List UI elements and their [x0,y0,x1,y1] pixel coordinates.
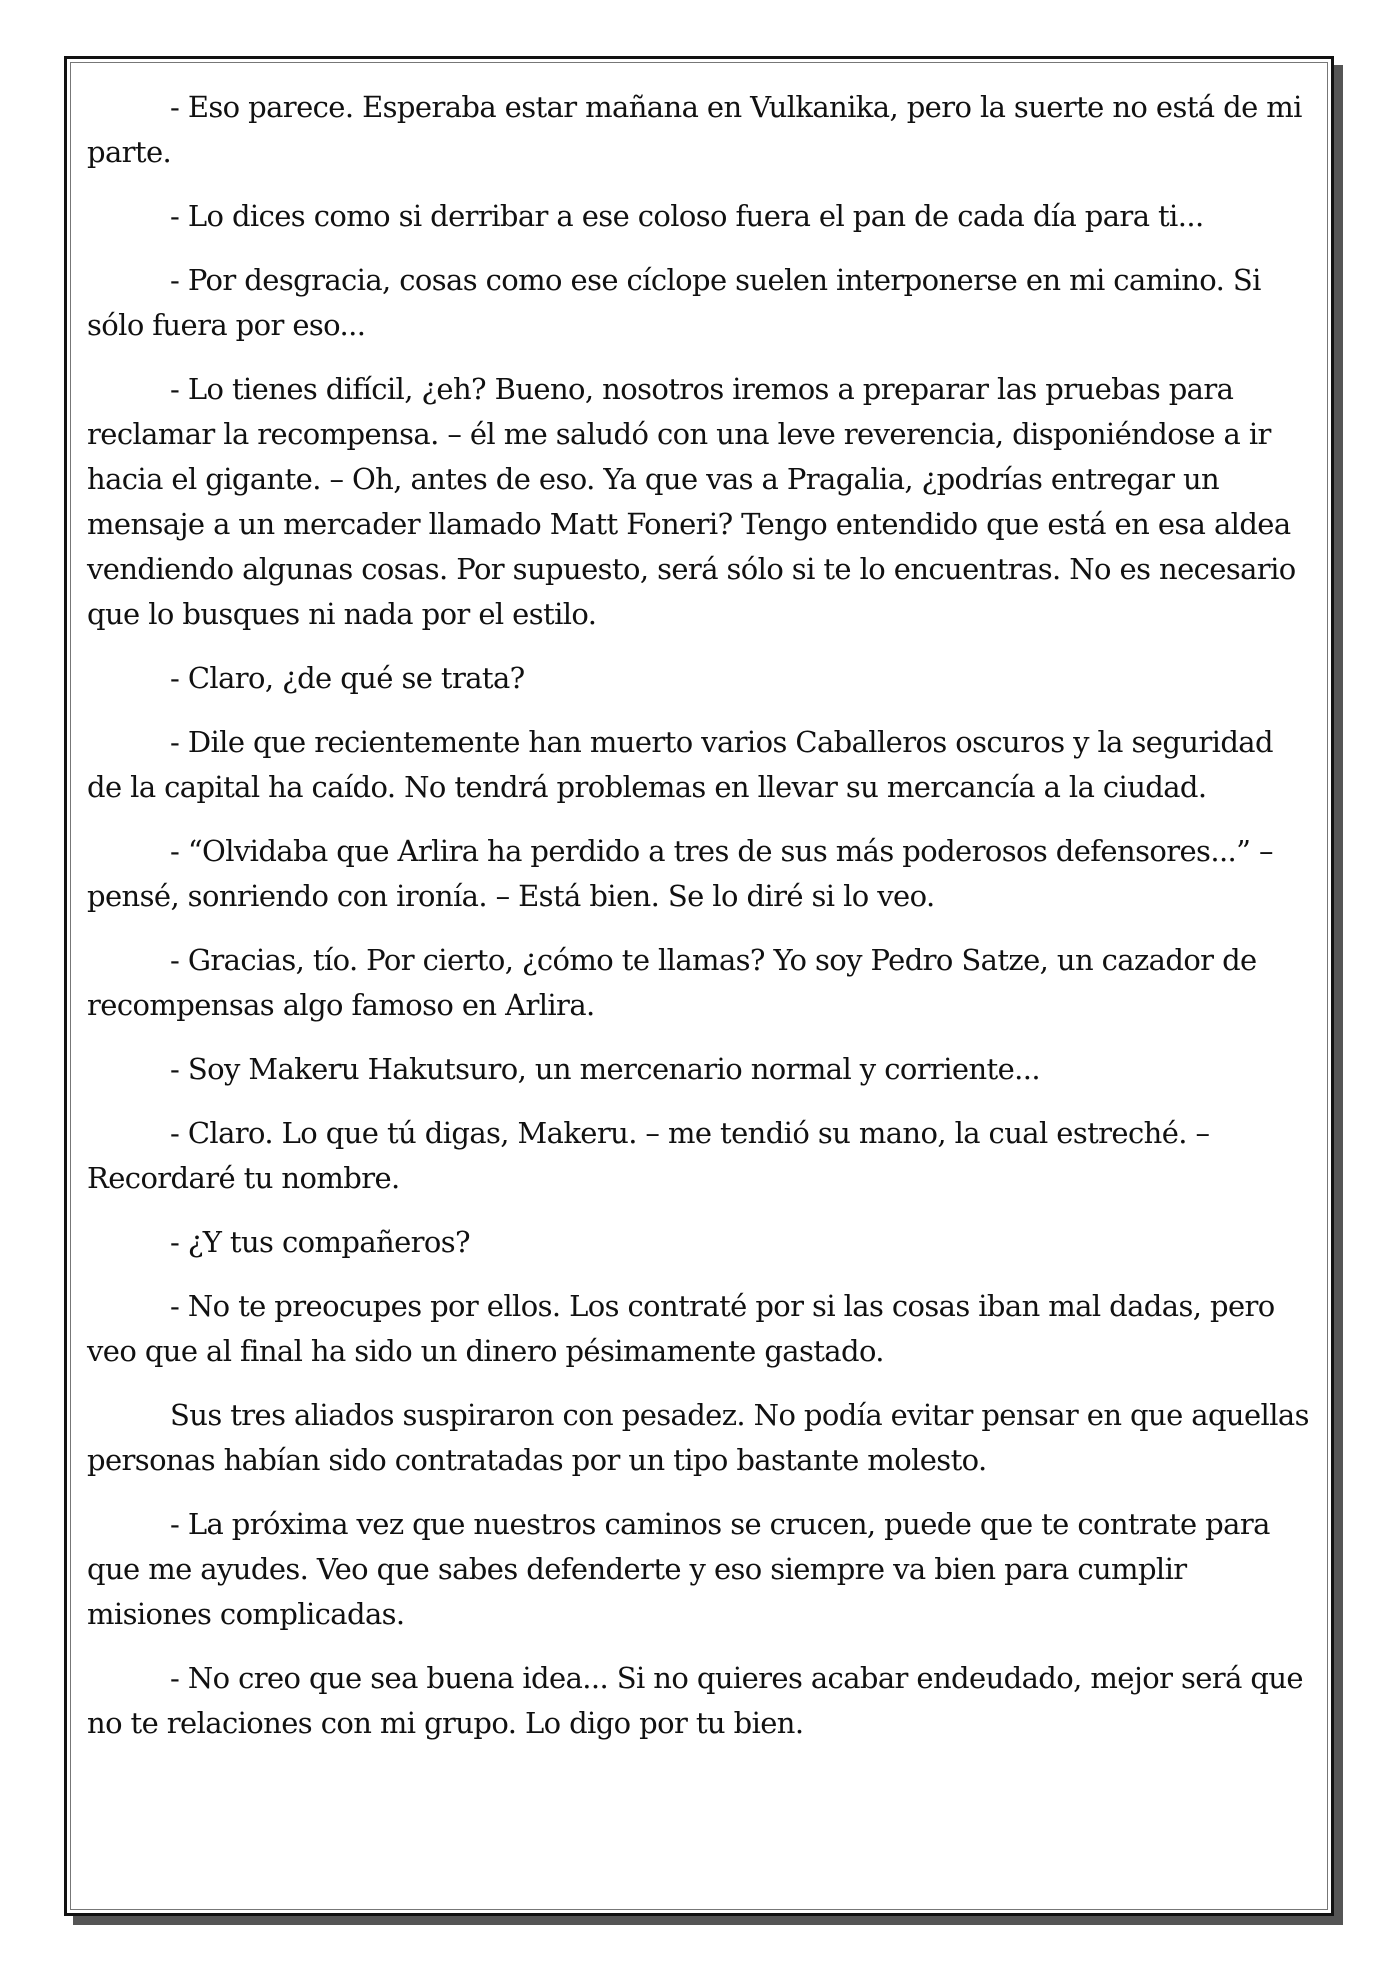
paragraph: - No te preocupes por ellos. Los contraté por si las cosas iban mal dadas, pero veo que al final ha sido un dinero pésimamente gastado. [87,1289,1275,1368]
paragraph: - Soy Makeru Hakutsuro, un mercenario normal y corriente... [170,1052,1041,1086]
page-frame [64,56,1334,1916]
paragraph: - Lo tienes difícil, ¿eh? Bueno, nosotros iremos a preparar las pruebas para reclamar la recompensa. – él me saludó con una leve reverencia, disponiéndose a ir hacia el gigante. – Oh, antes de eso. Ya que vas a Pragalia, ¿podrías entregar un mensaje a un mercader llamado Matt Foneri? Tengo entendido que está en esa aldea vendiendo algunas cosas. Por supuesto, será sólo si te lo encuentras. No es necesario que lo busques ni nada por el estilo. [87,372,1296,631]
paragraph: - La próxima vez que nuestros caminos se crucen, puede que te contrate para que me ayudes. Veo que sabes defenderte y eso siempre va bien para cumplir misiones complicadas. [87,1507,1270,1631]
paragraph: - Lo dices como si derribar a ese coloso fuera el pan de cada día para ti... [170,199,1204,233]
paragraph: - Claro. Lo que tú digas, Makeru. – me tendió su mano, la cual estreché. – Recordaré tu nombre. [87,1116,1210,1195]
paragraph: - ¿Y tus compañeros? [170,1225,471,1259]
paragraph: - Claro, ¿de qué se trata? [170,661,525,695]
paragraph: - Dile que recientemente han muerto varios Caballeros oscuros y la seguridad de la capital ha caído. No tendrá problemas en llevar su mercancía a la ciudad. [87,725,1273,804]
paragraph: Sus tres aliados suspiraron con pesadez. No podía evitar pensar en que aquellas personas habían sido contratadas por un tipo bastante molesto. [87,1398,1309,1477]
paragraph: - Eso parece. Esperaba estar mañana en Vulkanika, pero la suerte no está de mi parte. [87,90,1302,169]
document-body [87,85,1315,1765]
paragraph: - Por desgracia, cosas como ese cíclope suelen interponerse en mi camino. Si sólo fuera por eso... [87,263,1261,342]
paragraph: - “Olvidaba que Arlira ha perdido a tres de sus más poderosos defensores...” – pensé, sonriendo con ironía. – Está bien. Se lo diré si lo veo. [87,834,1273,913]
paragraph: - No creo que sea buena idea... Si no quieres acabar endeudado, mejor será que no te relaciones con mi grupo. Lo digo por tu bien. [87,1661,1303,1740]
paragraph: - Gracias, tío. Por cierto, ¿cómo te llamas? Yo soy Pedro Satze, un cazador de recompensas algo famoso en Arlira. [87,943,1257,1022]
